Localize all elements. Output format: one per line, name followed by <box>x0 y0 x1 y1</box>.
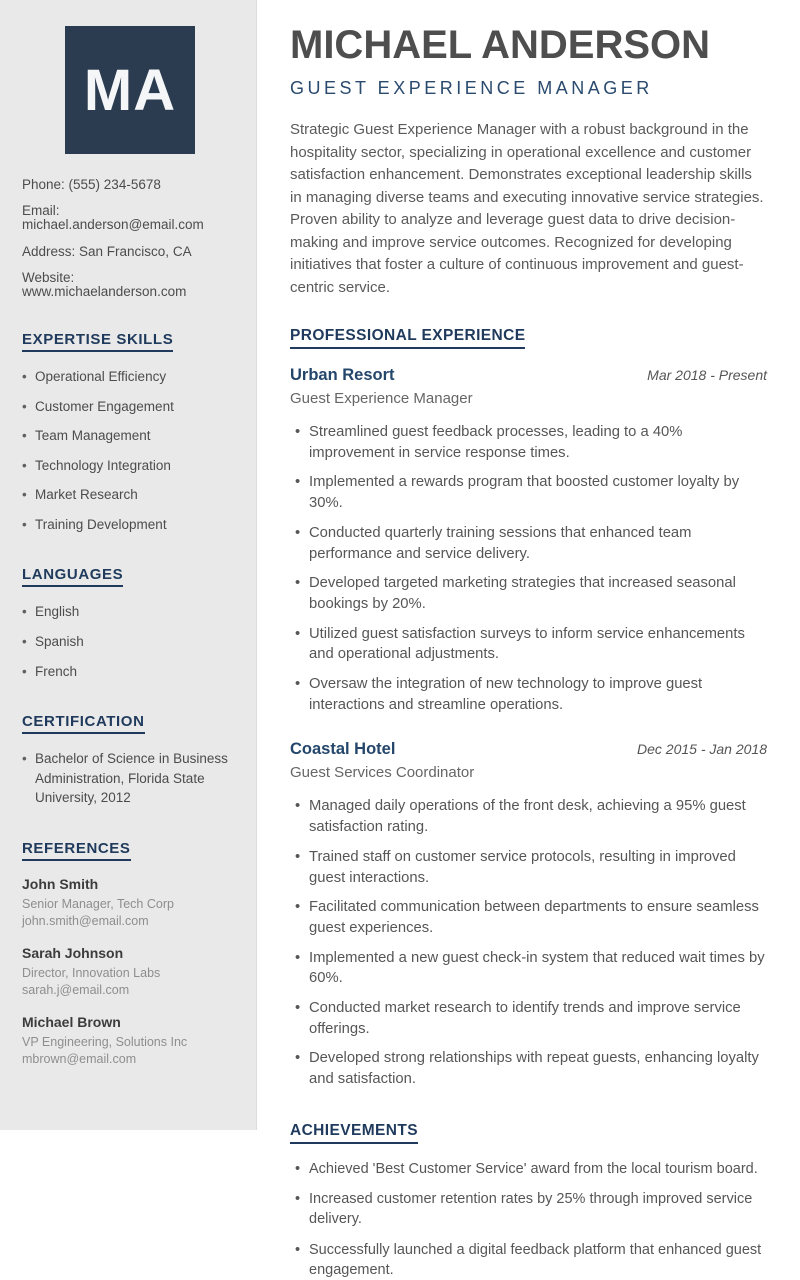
reference-name: Michael Brown <box>22 1013 121 1030</box>
job-bullet: • Developed strong relationships with repeat guests, enhancing loyalty and satisfaction. <box>295 1048 767 1089</box>
company-name: Urban Resort <box>290 366 395 384</box>
contact-website: Website: www.michaelanderson.com <box>22 269 187 299</box>
reference-email: sarah.j@email.com <box>22 983 130 998</box>
reference-email: john.smith@email.com <box>22 914 149 929</box>
job-bullet: • Trained staff on customer service protocols, resulting in improved guest interactions. <box>295 847 767 888</box>
reference-item <box>22 1014 238 1069</box>
job-entry <box>290 366 767 715</box>
reference-role: Director, Innovation Labs <box>22 965 161 980</box>
company-name: Coastal Hotel <box>290 740 396 759</box>
job-role: Guest Services Coordinator <box>290 764 475 782</box>
contact-block <box>22 178 238 299</box>
achievement-item: • Increased customer retention rates by 25% through improved service delivery. <box>295 1189 767 1230</box>
languages-section-title: LANGUAGES <box>22 566 123 587</box>
language-item: • Spanish <box>22 632 238 652</box>
job-bullet: • Implemented a new guest check-in system that reduced wait times by 60%. <box>295 948 767 989</box>
contact-email: Email: michael.anderson@email.com <box>22 203 204 233</box>
reference-role: Senior Manager, Tech Corp <box>22 896 174 911</box>
person-job-title: GUEST EXPERIENCE MANAGER <box>290 78 653 98</box>
skills-list <box>22 367 238 534</box>
language-item: • English <box>22 602 238 622</box>
job-bullet: • Oversaw the integration of new technology to improve guest interactions and streamline operations. <box>295 674 767 715</box>
certification-section-title: CERTIFICATION <box>22 713 145 734</box>
person-name: MICHAEL ANDERSON <box>290 23 711 67</box>
job-bullet: • Facilitated communication between departments to ensure seamless guest experiences. <box>295 897 767 938</box>
achievement-item: • Achieved 'Best Customer Service' award from the local tourism board. <box>295 1159 767 1179</box>
certification-list <box>22 749 238 808</box>
reference-email: mbrown@email.com <box>22 1052 137 1067</box>
job-bullet: • Conducted quarterly training sessions that enhanced team performance and service delivery. <box>295 523 767 564</box>
contact-address: Address: San Francisco, CA <box>22 243 192 259</box>
reference-name: Sarah Johnson <box>22 944 124 961</box>
job-role: Guest Experience Manager <box>290 390 473 407</box>
job-header <box>290 740 767 759</box>
skill-item: • Market Research <box>22 485 238 505</box>
skills-section <box>22 331 238 534</box>
languages-list <box>22 602 238 681</box>
main-content <box>257 0 800 1279</box>
references-list <box>22 876 238 1069</box>
references-section-title: REFERENCES <box>22 840 131 861</box>
job-bullet: • Managed daily operations of the front desk, achieving a 95% guest satisfaction rating. <box>295 796 767 837</box>
experience-section <box>290 327 767 1090</box>
achievements-section <box>290 1122 767 1280</box>
job-bullet: • Utilized guest satisfaction surveys to inform service enhancements and operational adjustments. <box>295 624 767 665</box>
skill-item: • Operational Efficiency <box>22 367 238 387</box>
achievements-section-title: ACHIEVEMENTS <box>290 1122 418 1144</box>
reference-item <box>22 876 238 931</box>
job-bullets <box>290 796 767 1089</box>
certification-item: • Bachelor of Science in Business Administration, Florida State University, 2012 <box>22 749 238 808</box>
reference-name: John Smith <box>22 875 99 892</box>
profile-summary: Strategic Guest Experience Manager with a robust background in the hospitality sector, specializing in operational excellence and customer satisfaction enhancement. Demonstrates exceptional leadership skills in managing diverse teams and executing innovative service strategies. Proven ability to analyze and leverage guest data to drive decision-making and improve service outcomes. Recognized for developing initiatives that foster a culture of continuous improvement and guest-centric service. <box>290 121 764 296</box>
avatar-initials: MA <box>83 57 177 123</box>
skill-item: • Customer Engagement <box>22 397 238 417</box>
experience-section-title: PROFESSIONAL EXPERIENCE <box>290 327 525 349</box>
certification-section <box>22 713 238 808</box>
achievement-item: • Successfully launched a digital feedback platform that enhanced guest engagement. <box>295 1240 767 1280</box>
language-item: • French <box>22 662 238 682</box>
job-bullet: • Conducted market research to identify trends and improve service offerings. <box>295 998 767 1039</box>
sidebar <box>0 0 257 1130</box>
job-bullets <box>290 422 767 715</box>
job-dates: Dec 2015 - Jan 2018 <box>637 741 767 758</box>
avatar <box>65 26 195 154</box>
job-bullet: • Streamlined guest feedback processes, leading to a 40% improvement in service response times. <box>295 422 767 463</box>
contact-phone: Phone: (555) 234-5678 <box>22 177 161 192</box>
reference-item <box>22 945 238 1000</box>
job-bullet: • Developed targeted marketing strategies that increased seasonal bookings by 20%. <box>295 573 767 614</box>
skill-item: • Training Development <box>22 515 238 535</box>
job-entry <box>290 740 767 1089</box>
skill-item: • Team Management <box>22 426 238 446</box>
skill-item: • Technology Integration <box>22 456 238 476</box>
achievements-list <box>290 1159 767 1280</box>
reference-role: VP Engineering, Solutions Inc <box>22 1034 188 1049</box>
skills-section-title: EXPERTISE SKILLS <box>22 331 173 352</box>
languages-section <box>22 566 238 681</box>
job-bullet: • Implemented a rewards program that boosted customer loyalty by 30%. <box>295 472 767 513</box>
job-dates: Mar 2018 - Present <box>647 367 767 383</box>
references-section <box>22 840 238 1069</box>
job-header <box>290 366 767 385</box>
